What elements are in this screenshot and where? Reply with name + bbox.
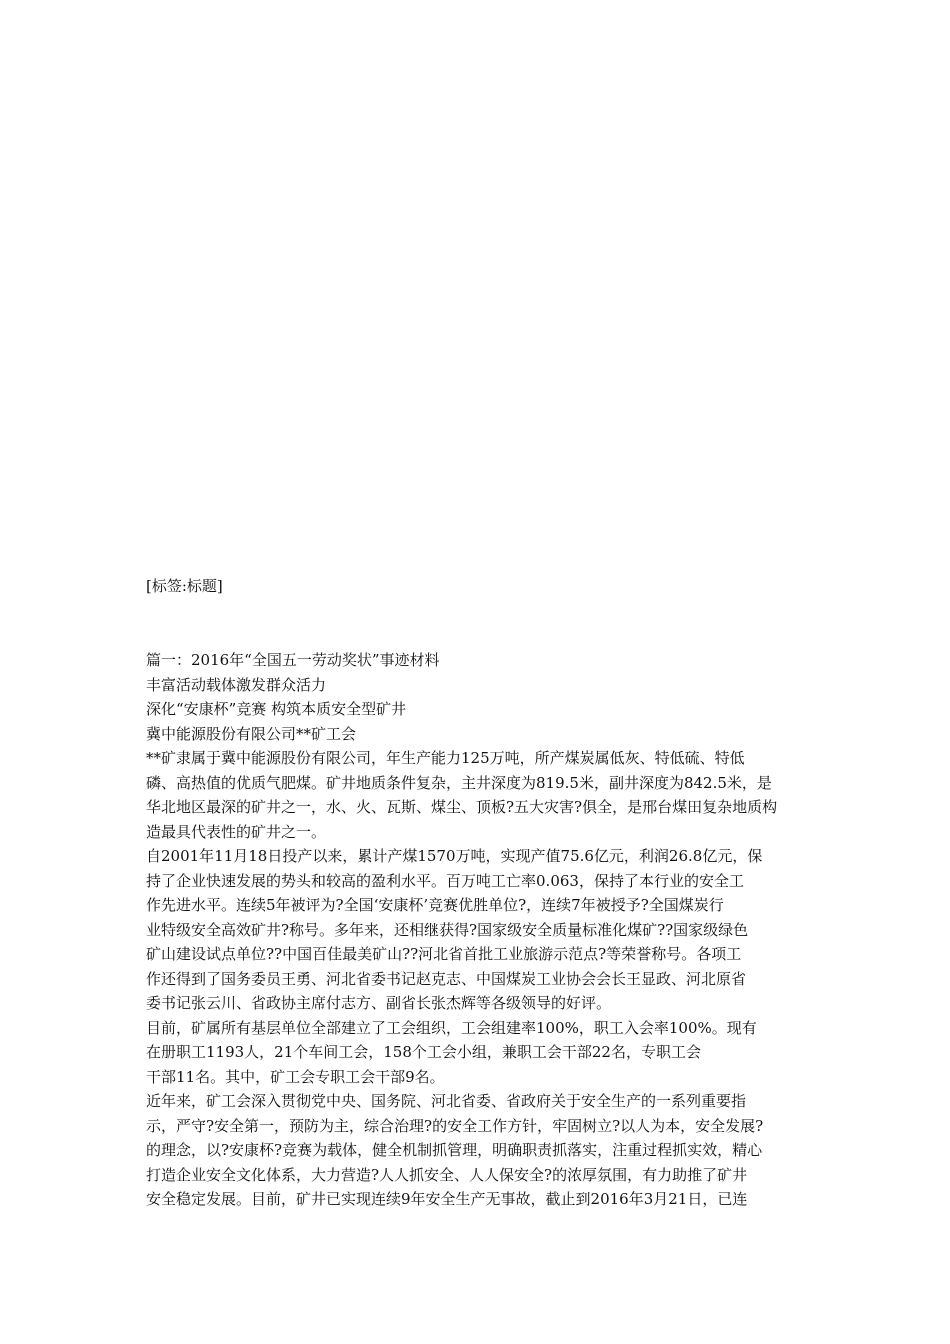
paragraph-line: 持了企业快速发展的势头和较高的盈利水平。百万吨工亡率0.063，保持了本行业的安全工	[146, 871, 744, 890]
paragraph	[146, 1089, 808, 1212]
heading-subtitle-line: 丰富活动载体激发群众活力	[146, 675, 327, 694]
paragraph	[146, 844, 808, 1016]
paragraph-line: 委书记张云川、省政协主席付志方、副省长张杰辉等各级领导的好评。	[146, 994, 612, 1012]
paragraph-line: 自2001年11月18日投产以来，累计产煤1570万吨，实现产值75.6亿元，利润26.8亿元，保	[146, 847, 763, 865]
paragraph-line: 业特级安全高效矿井?称号。多年来，还相继获得?国家级安全质量标准化煤矿??国家级绿色	[146, 920, 749, 939]
paragraph	[146, 1016, 808, 1090]
paragraph-line: 磷、高热值的优质气肥煤。矿井地质条件复杂，主井深度为819.5米，副井深度为842.5米，是	[146, 773, 772, 792]
paragraph-line: 作先进水平。连续5年被评为?全国‘安康杯’竞赛优胜单位?，连续7年被授予?全国煤炭行	[146, 896, 724, 914]
paragraph-line: 华北地区最深的矿井之一，水、火、瓦斯、煤尘、顶板?五大灾害?俱全，是邢台煤田复杂地质构	[146, 798, 778, 816]
paragraph-line: 作还得到了国务委员王勇、河北省委书记赵克志、中国煤炭工业协会会长王显政、河北原省	[146, 969, 747, 988]
paragraph-line: **矿隶属于冀中能源股份有限公司，年生产能力125万吨，所产煤炭属低灰、特低硫、特低	[146, 749, 745, 767]
paragraph-line: 示，严守?安全第一，预防为主，综合治理?的安全工作方针，牢固树立?以人为本，安全发展?	[146, 1116, 764, 1135]
paragraph-line: 造最具代表性的矿井之一。	[146, 822, 327, 841]
paragraph	[146, 746, 808, 844]
heading-organization-line: 冀中能源股份有限公司**矿工会	[146, 724, 357, 743]
paragraph-line: 近年来，矿工会深入贯彻党中央、国务院、河北省委、省政府关于安全生产的一系列重要指	[146, 1092, 747, 1110]
paragraph-line: 打造企业安全文化体系，大力营造?人人抓安全、人人保安全?的浓厚氛围，有力助推了矿井	[146, 1165, 748, 1184]
document-heading	[146, 648, 808, 746]
heading-title-line: 篇一：2016年“全国五一劳动奖状”事迹材料	[146, 651, 440, 669]
paragraph-line: 的理念，以?安康杯?竞赛为载体，健全机制抓管理，明确职责抓落实，注重过程抓实效，精心	[146, 1141, 763, 1159]
paragraph-line: 安全稳定发展。目前，矿井已实现连续9年安全生产无事故，截止到2016年3月21日，已连	[146, 1190, 748, 1208]
document-body	[146, 648, 808, 1212]
paragraph-line: 目前，矿属所有基层单位全部建立了工会组织，工会组建率100%，职工入会率100%。现有	[146, 1018, 757, 1037]
heading-subtitle-line: 深化“安康杯”竞赛 构筑本质安全型矿井	[146, 700, 407, 718]
tag-label: [标签:标题]	[146, 577, 223, 595]
paragraph-line: 矿山建设试点单位??中国百佳最美矿山??河北省首批工业旅游示范点?等荣誉称号。各项工	[146, 945, 742, 963]
paragraph-line: 干部11名。其中，矿工会专职工会干部9名。	[146, 1067, 445, 1086]
paragraph-line: 在册职工1193人，21个车间工会，158个工会小组，兼职工会干部22名，专职工会	[146, 1043, 701, 1061]
